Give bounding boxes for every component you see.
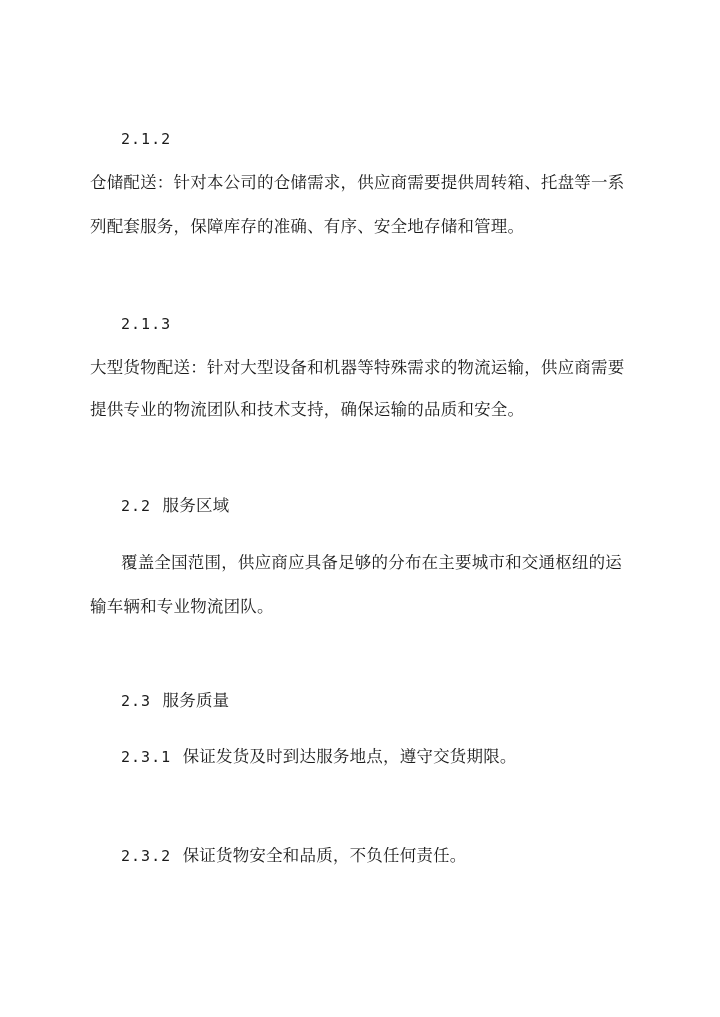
section-2-3-1-text: 保证发货及时到达服务地点，遵守交货期限。 [182, 747, 517, 766]
section-2-2-title: 服务区域 [162, 496, 230, 515]
section-2-3-heading [121, 690, 229, 712]
section-2-1-3-text-line-1: 大型货物配送：针对大型设备和机器等特殊需求的物流运输，供应商需要 [90, 358, 625, 377]
section-2-1-2-heading: 2.1.2 [121, 130, 172, 148]
section-2-1-3-text-line-2: 提供专业的物流团队和技术支持，确保运输的品质和安全。 [90, 400, 525, 419]
section-2-1-3-heading: 2.1.3 [121, 315, 172, 333]
section-2-3-title: 服务质量 [162, 691, 230, 710]
section-2-3-1-item [121, 746, 517, 768]
section-2-3-1-number: 2.3.1 [121, 748, 172, 766]
section-2-2-number: 2.2 [121, 497, 152, 515]
section-2-2-text-line-2: 输车辆和专业物流团队。 [90, 597, 274, 616]
section-2-3-2-text: 保证货物安全和品质，不负任何责任。 [182, 846, 467, 865]
section-2-3-2-item [121, 845, 467, 867]
section-2-1-2-text-line-2: 列配套服务，保障库存的准确、有序、安全地存储和管理。 [90, 217, 525, 236]
section-2-2-text-line-1: 覆盖全国范围，供应商应具备足够的分布在主要城市和交通枢纽的运 [121, 553, 622, 572]
section-2-2-heading [121, 495, 229, 517]
section-2-3-number: 2.3 [121, 692, 152, 710]
section-2-3-2-number: 2.3.2 [121, 847, 172, 865]
section-2-1-2-text-line-1: 仓储配送：针对本公司的仓储需求，供应商需要提供周转箱、托盘等一系 [90, 173, 625, 192]
